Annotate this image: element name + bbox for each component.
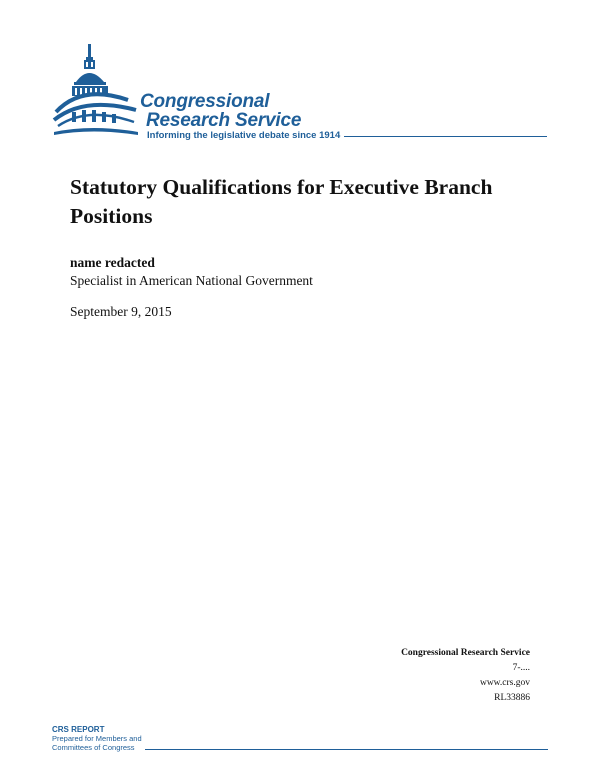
crs-report-footer xyxy=(52,723,548,753)
document-title: Statutory Qualifications for Executive Branch Positions xyxy=(70,175,493,228)
crs-report-label: CRS REPORT xyxy=(52,725,105,734)
document-date: September 9, 2015 xyxy=(70,304,172,319)
org-name: Congressional Research Service xyxy=(401,648,530,658)
crs-report-line1: Prepared for Members and xyxy=(52,734,142,743)
crs-logo xyxy=(52,42,552,147)
capitol-dome-icon xyxy=(52,42,142,142)
org-info-block xyxy=(401,646,530,706)
org-code: 7-.... xyxy=(512,663,530,673)
logo-tagline: Informing the legislative debate since 1914 xyxy=(147,130,341,141)
footer-rule xyxy=(145,749,548,750)
logo-org-line2: Research Service xyxy=(146,110,302,131)
logo-org-line1: Congressional xyxy=(140,91,270,112)
author-role: Specialist in American National Government xyxy=(70,273,313,288)
logo-rule xyxy=(344,136,547,137)
crs-report-line2: Committees of Congress xyxy=(52,743,135,752)
author-name: name redacted xyxy=(70,255,155,270)
org-website: www.crs.gov xyxy=(479,678,530,688)
report-number: RL33886 xyxy=(494,693,530,703)
